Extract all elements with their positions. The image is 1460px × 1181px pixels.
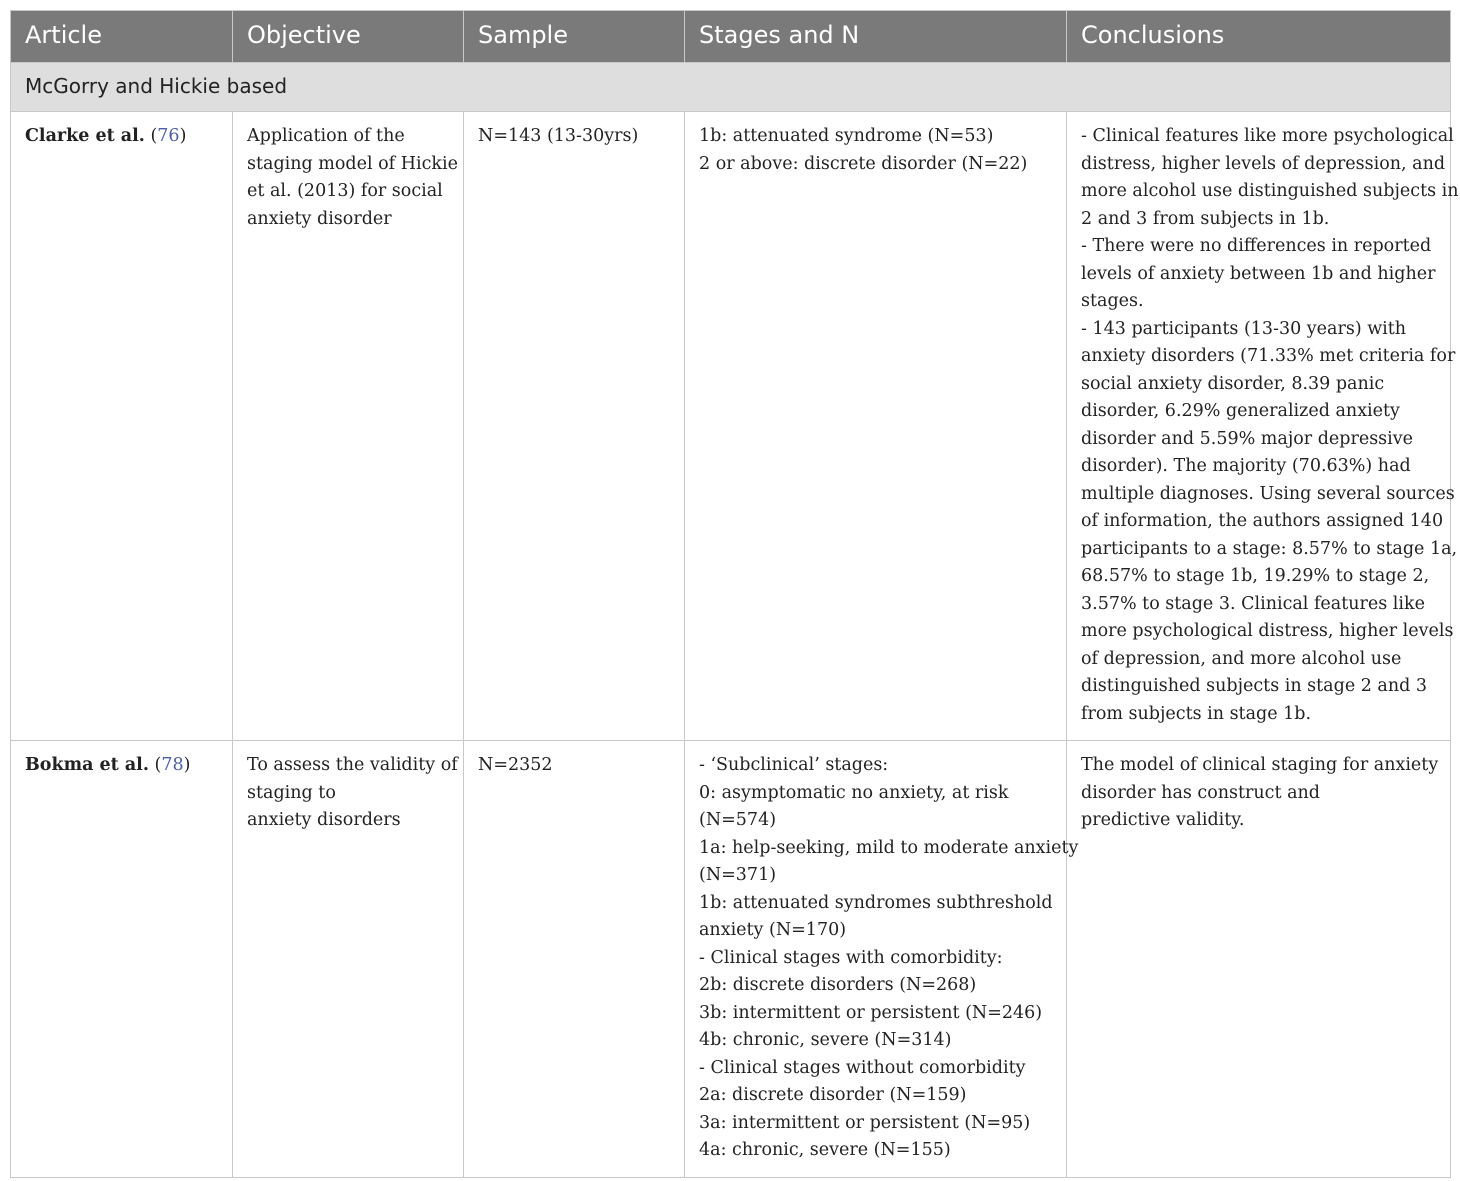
stage-line: 2b: discrete disorders (N=268) [699, 975, 977, 995]
article-author: Bokma et al. [25, 755, 149, 775]
sample-cell: N=2352 [464, 741, 685, 1178]
section-row [11, 63, 1451, 112]
header-article: Article [11, 11, 233, 63]
stage-line: 1b: attenuated syndromes subthreshold [699, 892, 1053, 913]
conclusion-line: 68.57% to stage 1b, 19.29% to stage 2, [1081, 566, 1430, 586]
conclusion-line: more alcohol use distinguished subjects in [1081, 181, 1459, 201]
stage-line: 1a: help-seeking, mild to moderate anxiety [699, 837, 1079, 858]
conclusion-line: distress, higher levels of depression, and [1081, 153, 1446, 174]
stage-line: 2a: discrete disorder (N=159) [699, 1085, 967, 1105]
header-sample: Sample [464, 11, 685, 63]
objective-line: staging model of Hickie [247, 153, 458, 174]
conclusion-line: social anxiety disorder, 8.39 panic [1081, 373, 1385, 394]
article-cell: Clarke et al. (76) [11, 112, 233, 741]
stage-line: (N=371) [699, 865, 777, 885]
conclusion-line: anxiety disorders (71.33% met criteria for [1081, 346, 1456, 366]
conclusion-line: stages. [1081, 291, 1144, 311]
table-row [11, 741, 1451, 1178]
objective-cell [233, 112, 464, 741]
stage-line: - Clinical stages without comorbidity [699, 1057, 1026, 1078]
stage-line: (N=574) [699, 810, 777, 830]
conclusion-line: disorder, 6.29% generalized anxiety [1081, 401, 1400, 421]
conclusion-line: - Clinical features like more psychological [1081, 126, 1454, 146]
table-header [11, 11, 1451, 63]
conclusion-line: of depression, and more alcohol use [1081, 648, 1402, 669]
stage-line: 3b: intermittent or persistent (N=246) [699, 1002, 1043, 1023]
conclusion-line: predictive validity. [1081, 810, 1245, 830]
objective-cell [233, 741, 464, 1178]
conclusion-line: The model of clinical staging for anxiety [1081, 755, 1439, 775]
conclusion-line: multiple diagnoses. Using several sources [1081, 483, 1455, 504]
objective-line: Application of the [247, 126, 405, 146]
table-row [11, 112, 1451, 741]
conclusion-line: levels of anxiety between 1b and higher [1081, 263, 1436, 284]
conclusion-line: disorder has construct and [1081, 782, 1320, 803]
stage-line: 3a: intermittent or persistent (N=95) [699, 1112, 1031, 1133]
conclusion-line: more psychological distress, higher levels [1081, 621, 1454, 641]
objective-line: et al. (2013) for social [247, 181, 443, 201]
stage-line: 2 or above: discrete disorder (N=22) [699, 153, 1028, 174]
stage-line: 0: asymptomatic no anxiety, at risk [699, 782, 1009, 803]
header-stages: Stages and N [685, 11, 1067, 63]
conclusion-line: participants to a stage: 8.57% to stage 1a, [1081, 538, 1458, 559]
stage-line: 4a: chronic, severe (N=155) [699, 1140, 951, 1160]
article-cell: Bokma et al. (78) [11, 741, 233, 1178]
header-objective: Objective [233, 11, 464, 63]
sample-cell: N=143 (13-30yrs) [464, 112, 685, 741]
stage-line: anxiety (N=170) [699, 920, 847, 940]
stage-line: 1b: attenuated syndrome (N=53) [699, 126, 994, 146]
staging-studies-table [10, 10, 1459, 1178]
conclusion-line: disorder). The majority (70.63%) had [1081, 456, 1411, 476]
conclusion-line: - 143 participants (13-30 years) with [1081, 318, 1407, 339]
objective-line: staging to [247, 782, 336, 803]
conclusion-line: disorder and 5.59% major depressive [1081, 428, 1413, 449]
conclusions-cell [1067, 112, 1459, 741]
conclusion-line: distinguished subjects in stage 2 and 3 [1081, 676, 1428, 696]
reference-link[interactable]: 78 [161, 755, 184, 775]
conclusions-cell [1067, 741, 1451, 1178]
conclusion-line: 2 and 3 from subjects in 1b. [1081, 208, 1330, 229]
objective-line: anxiety disorders [247, 810, 401, 830]
conclusion-line: from subjects in stage 1b. [1081, 703, 1312, 724]
stage-line: - ‘Subclinical’ stages: [699, 755, 889, 775]
conclusion-line: of information, the authors assigned 140 [1081, 511, 1444, 531]
conclusion-line: 3.57% to stage 3. Clinical features like [1081, 593, 1425, 614]
stage-line: - Clinical stages with comorbidity: [699, 947, 1003, 968]
header-row [11, 11, 1451, 63]
header-conclusions: Conclusions [1067, 11, 1451, 63]
stage-line: 4b: chronic, severe (N=314) [699, 1030, 952, 1050]
objective-line: anxiety disorder [247, 208, 392, 229]
conclusion-line: - There were no differences in reported [1081, 236, 1432, 256]
article-author: Clarke et al. [25, 126, 145, 146]
stages-cell [685, 741, 1079, 1178]
stages-cell [685, 112, 1067, 741]
objective-line: To assess the validity of [247, 755, 458, 775]
reference-link[interactable]: 76 [157, 126, 180, 146]
section-label: McGorry and Hickie based [11, 63, 1451, 112]
